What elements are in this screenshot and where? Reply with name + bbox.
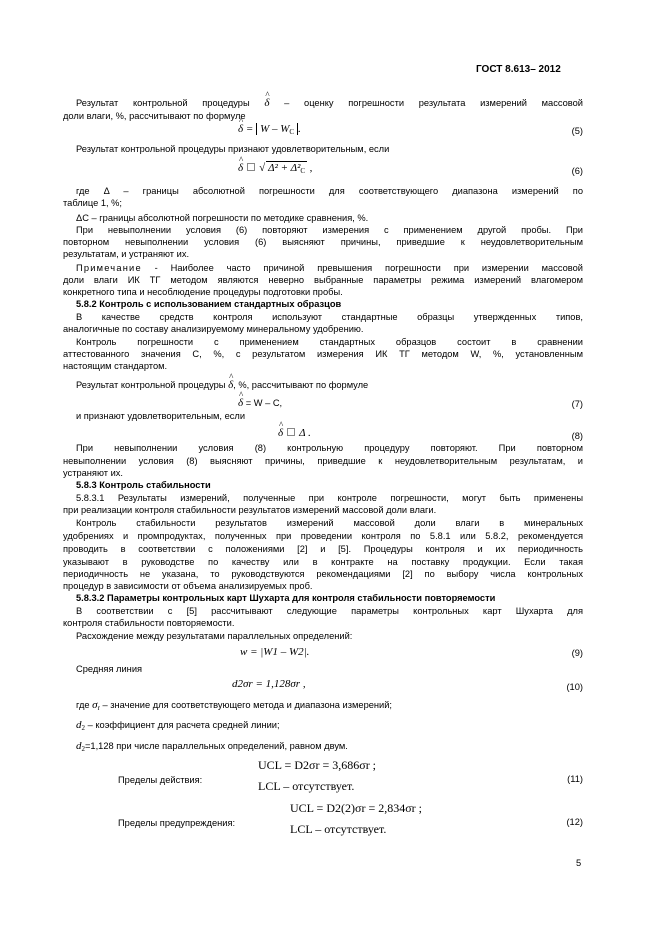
paragraph-line: $d_2=1,128$ при числе параллельных определений, равном двум. [76,740,348,753]
paragraph-line: где Δ – границы абсолютной погрешности для соответствующего диапазона измерений по [76,186,583,196]
formula-12-ucl: UCL = D2(2)σr = 2,834σr ; [290,801,423,815]
paragraph-line: Результат контрольной процедуры ^ δ, %, рассчитывают по формуле [76,380,368,391]
missing-glyph-box [247,163,255,171]
formula-12-lcl: LCL – отсутствует. [290,822,387,836]
paragraph-line: контроля стабильности повторяемости. [63,618,235,628]
paragraph-line: результатам, и устраняют их. [63,249,190,259]
label-warning-limits: Пределы предупреждения: [118,818,236,828]
formula-6: ^ δ √ $\Delta^2 + \Delta^2_C$ , [238,161,312,177]
paragraph-line: периодичность не указана, то руководствуются рекомендациями [2] по выбору числа контрольных [63,569,583,579]
paragraph-line: где $\sigma_r$ – значение для соответствующего метода и диапазона измерений; [76,699,393,712]
equation-number: (12) [566,817,583,827]
section-heading: 5.8.2 Контроль с использованием стандартных образцов [76,299,342,309]
formula-7: ^ δ = W – C, [238,398,282,409]
page-number: 5 [576,858,582,868]
section-heading: 5.8.3 Контроль стабильности [76,480,211,490]
paragraph-line: Контроль погрешности с применением стандартных образцов состоит в сравнении [76,337,583,347]
paragraph-line: невыполнении условия (8) выясняют причины, приведшие к неудовлетворительным результатам, и [63,456,583,466]
paragraph-line: доли влаги, %, рассчитывают по формуле [63,111,246,121]
paragraph-line: указывают в руководстве по качеству или в контракте на поставку продукции. Если такая [63,557,583,567]
paragraph-line: Средняя линия [76,664,143,674]
paragraph-line: Контроль стабильности результатов измерений массовой доли влаги в минеральных [76,518,583,528]
paragraph-line: при реализации контроля стабильности результатов измерений массовой доли влаги. [63,505,437,515]
paragraph-line: ΔC – границы абсолютной погрешности по методике сравнения, %. [76,213,369,223]
paragraph-line: проводить в соответствии с положениями [2] и [5]. Процедуры контроля и их периодичность [63,544,583,554]
paragraph-line: Результат контрольной процедуры признают удовлетворительным, если [76,144,390,154]
paragraph-line: аттестованного значения C, %, с результатом измерения ИК ТГ методом W, %, установленным [63,349,583,359]
equation-number: (8) [571,431,583,441]
paragraph-line: В соответствии с [5] рассчитывают следующие параметры контрольных карт Шухарта для [76,606,583,616]
formula-10: d2σr = 1,128σr , [232,678,306,690]
paragraph-line: процедур в зависимости от объема анализируемых проб. [63,581,313,591]
paragraph-line: Результат контрольной процедуры ^ δ – оценку погрешности результата измерений массовой [76,98,583,109]
section-heading: 5.8.3.2 Параметры контрольных карт Шухарта для контроля стабильности повторяемости [76,593,496,603]
paragraph-line: 5.8.3.1 Результаты измерений, полученные при контроле погрешности, могут быть применены [76,493,583,503]
formula-11-lcl: LCL – отсутствует. [258,779,355,793]
paragraph-line: аналогичные по составу анализируемому минеральному удобрению. [63,324,364,334]
equation-number: (9) [571,648,583,658]
note-line: Примечание - Наиболее часто причиной превышения погрешности при измерении массовой [76,263,583,273]
paragraph-line: При невыполнении условия (6) повторяют измерения с применением другой пробы. При [76,225,583,235]
paragraph-line: Расхождение между результатами параллельных определений: [76,631,353,641]
equation-number: (5) [571,126,583,136]
page-header: ГОСТ 8.613– 2012 [476,64,561,75]
paragraph-line: удобрениях и промпродуктах, полученных при проведении контроля по 5.8.1 или 5.8.2, рекомендуется [63,531,583,541]
paragraph-line: При невыполнении условия (8) контрольную процедуру повторяют. При повторном [76,443,583,453]
formula-5: ^ $\delta = W - W_C$ . [238,124,301,138]
formula-8: ^ δ Δ . [278,428,311,439]
paragraph-line: настоящим стандартом. [63,361,168,371]
paragraph-line: таблице 1, %; [63,198,123,208]
formula-11-ucl: UCL = D2σr = 3,686σr ; [258,758,377,772]
note-line: конкретного типа и несоблюдение процедуры подготовки пробы. [63,287,343,297]
paragraph-line: устраняют их. [63,468,123,478]
equation-number: (11) [567,774,583,784]
equation-number: (10) [566,682,583,692]
formula-9: w = |W1 – W2|. [240,646,310,658]
paragraph-line: повторном невыполнении условия (6) выясняют причины, приведшие к неудовлетворительным [63,237,583,247]
paragraph-line: и признают удовлетворительным, если [76,411,246,421]
paragraph-line: В качестве средств контроля используют стандартные образцы утвержденных типов, [76,312,583,322]
equation-number: (6) [571,166,583,176]
label-action-limits: Пределы действия: [118,775,203,785]
equation-number: (7) [571,399,583,409]
paragraph-line: $d_2$ – коэффициент для расчета средней линии; [76,719,280,732]
note-line: доли влаги ИК ТГ методом являются неверно выбранные параметры режима измерений влагомером [63,275,583,285]
delta-hat-symbol: ^ δ [264,98,269,109]
